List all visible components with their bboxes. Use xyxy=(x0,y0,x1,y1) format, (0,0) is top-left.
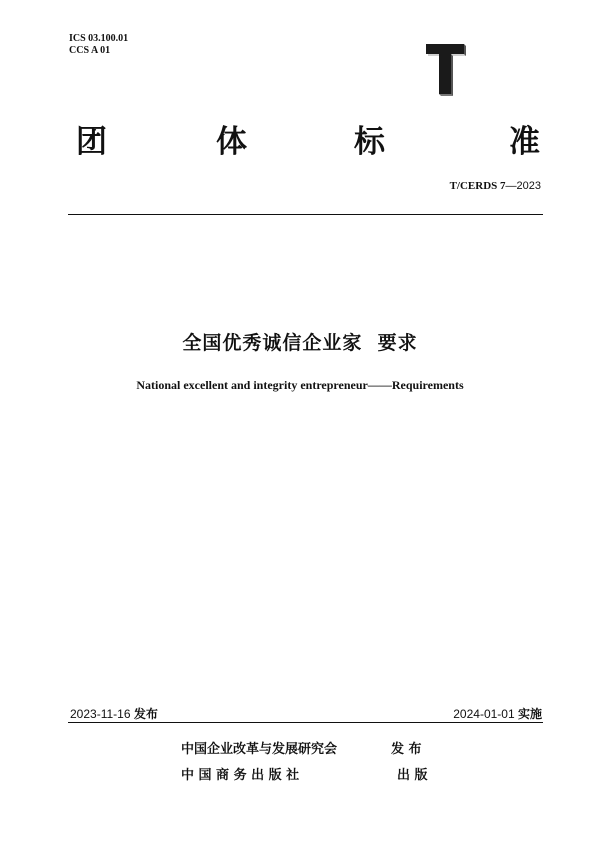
issuing-organization-role: 发 布 xyxy=(391,742,422,757)
document-title-english: National excellent and integrity entrepreneur——Requirements xyxy=(136,378,464,392)
top-divider xyxy=(68,214,543,215)
standard-number xyxy=(450,180,541,192)
issue-date-label: 发布 xyxy=(133,707,158,721)
standard-type-char: 团 xyxy=(76,124,107,160)
issue-date xyxy=(70,705,158,722)
t-letter-logo-icon xyxy=(424,42,470,100)
implementation-date xyxy=(453,705,542,722)
issuing-organization: 中国企业改革与发展研究会 xyxy=(181,742,338,757)
implementation-date-label: 实施 xyxy=(517,707,542,721)
issue-date-value: 2023-11-16 xyxy=(70,707,131,721)
publisher-role: 出 版 xyxy=(397,768,428,783)
ccs-code: CCS A 01 xyxy=(69,45,111,56)
standard-type-char: 体 xyxy=(216,124,247,160)
bottom-divider xyxy=(68,722,543,723)
standard-number-prefix: T/CERDS 7— xyxy=(449,180,517,192)
publisher: 中 国 商 务 出 版 社 xyxy=(181,768,300,783)
standard-type xyxy=(76,124,544,162)
standard-type-char: 标 xyxy=(354,124,385,160)
implementation-date-value: 2024-01-01 xyxy=(453,707,515,721)
standard-type-char: 准 xyxy=(509,124,540,160)
standard-number-year: 2023 xyxy=(516,180,541,192)
document-title-chinese: 全国优秀诚信企业家 要求 xyxy=(182,332,418,354)
standard-logo-t xyxy=(424,42,470,100)
classification-codes xyxy=(69,33,128,57)
ics-code: ICS 03.100.01 xyxy=(69,33,129,44)
